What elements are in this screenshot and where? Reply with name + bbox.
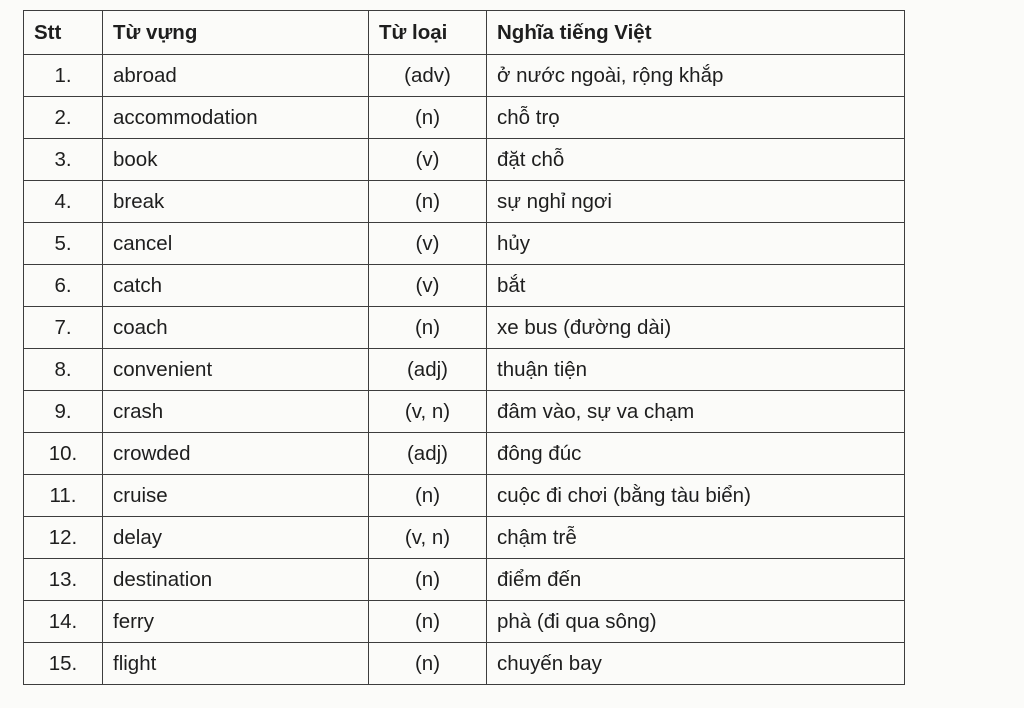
vietnamese-meaning: ở nước ngoài, rộng khắp bbox=[487, 55, 905, 97]
word-type: (adj) bbox=[369, 433, 487, 475]
vocab-word: convenient bbox=[103, 349, 369, 391]
table-row bbox=[24, 517, 905, 559]
vocab-word: delay bbox=[103, 517, 369, 559]
word-type: (n) bbox=[369, 559, 487, 601]
row-number: 4. bbox=[24, 181, 103, 223]
vocab-word: catch bbox=[103, 265, 369, 307]
word-type: (v) bbox=[369, 139, 487, 181]
header-word: Từ vựng bbox=[103, 11, 369, 55]
table-row bbox=[24, 139, 905, 181]
row-number: 14. bbox=[24, 601, 103, 643]
vietnamese-meaning: hủy bbox=[487, 223, 905, 265]
word-type: (n) bbox=[369, 307, 487, 349]
word-type: (n) bbox=[369, 181, 487, 223]
row-number: 9. bbox=[24, 391, 103, 433]
table-body bbox=[24, 55, 905, 685]
table-row bbox=[24, 475, 905, 517]
vocab-word: cancel bbox=[103, 223, 369, 265]
row-number: 2. bbox=[24, 97, 103, 139]
vocab-word: accommodation bbox=[103, 97, 369, 139]
word-type: (adv) bbox=[369, 55, 487, 97]
header-word-type: Từ loại bbox=[369, 11, 487, 55]
vietnamese-meaning: đặt chỗ bbox=[487, 139, 905, 181]
word-type: (v, n) bbox=[369, 391, 487, 433]
vocab-word: ferry bbox=[103, 601, 369, 643]
row-number: 5. bbox=[24, 223, 103, 265]
vietnamese-meaning: đông đúc bbox=[487, 433, 905, 475]
table-row bbox=[24, 55, 905, 97]
word-type: (v, n) bbox=[369, 517, 487, 559]
table-row bbox=[24, 265, 905, 307]
vietnamese-meaning: chuyến bay bbox=[487, 643, 905, 685]
row-number: 13. bbox=[24, 559, 103, 601]
vietnamese-meaning: cuộc đi chơi (bằng tàu biển) bbox=[487, 475, 905, 517]
table-row bbox=[24, 559, 905, 601]
table-row bbox=[24, 391, 905, 433]
row-number: 1. bbox=[24, 55, 103, 97]
table-row bbox=[24, 307, 905, 349]
table-row bbox=[24, 643, 905, 685]
vocab-word: book bbox=[103, 139, 369, 181]
vietnamese-meaning: phà (đi qua sông) bbox=[487, 601, 905, 643]
row-number: 15. bbox=[24, 643, 103, 685]
vietnamese-meaning: chỗ trọ bbox=[487, 97, 905, 139]
vietnamese-meaning: thuận tiện bbox=[487, 349, 905, 391]
vietnamese-meaning: bắt bbox=[487, 265, 905, 307]
word-type: (v) bbox=[369, 265, 487, 307]
table-row bbox=[24, 97, 905, 139]
table-row bbox=[24, 601, 905, 643]
header-meaning: Nghĩa tiếng Việt bbox=[487, 11, 905, 55]
header-stt: Stt bbox=[24, 11, 103, 55]
vocab-word: coach bbox=[103, 307, 369, 349]
word-type: (adj) bbox=[369, 349, 487, 391]
table-row bbox=[24, 433, 905, 475]
vocab-word: abroad bbox=[103, 55, 369, 97]
word-type: (v) bbox=[369, 223, 487, 265]
vocabulary-table bbox=[23, 10, 905, 685]
row-number: 11. bbox=[24, 475, 103, 517]
word-type: (n) bbox=[369, 97, 487, 139]
vietnamese-meaning: điểm đến bbox=[487, 559, 905, 601]
vocab-word: crash bbox=[103, 391, 369, 433]
word-type: (n) bbox=[369, 601, 487, 643]
vietnamese-meaning: sự nghỉ ngơi bbox=[487, 181, 905, 223]
table-row bbox=[24, 181, 905, 223]
table-header-row bbox=[24, 11, 905, 55]
vocab-word: flight bbox=[103, 643, 369, 685]
vietnamese-meaning: đâm vào, sự va chạm bbox=[487, 391, 905, 433]
table-row bbox=[24, 223, 905, 265]
vocab-word: crowded bbox=[103, 433, 369, 475]
row-number: 12. bbox=[24, 517, 103, 559]
row-number: 6. bbox=[24, 265, 103, 307]
vocab-word: cruise bbox=[103, 475, 369, 517]
word-type: (n) bbox=[369, 643, 487, 685]
row-number: 10. bbox=[24, 433, 103, 475]
row-number: 8. bbox=[24, 349, 103, 391]
vocab-word: destination bbox=[103, 559, 369, 601]
row-number: 3. bbox=[24, 139, 103, 181]
vietnamese-meaning: xe bus (đường dài) bbox=[487, 307, 905, 349]
word-type: (n) bbox=[369, 475, 487, 517]
table-row bbox=[24, 349, 905, 391]
vocab-word: break bbox=[103, 181, 369, 223]
row-number: 7. bbox=[24, 307, 103, 349]
vietnamese-meaning: chậm trễ bbox=[487, 517, 905, 559]
